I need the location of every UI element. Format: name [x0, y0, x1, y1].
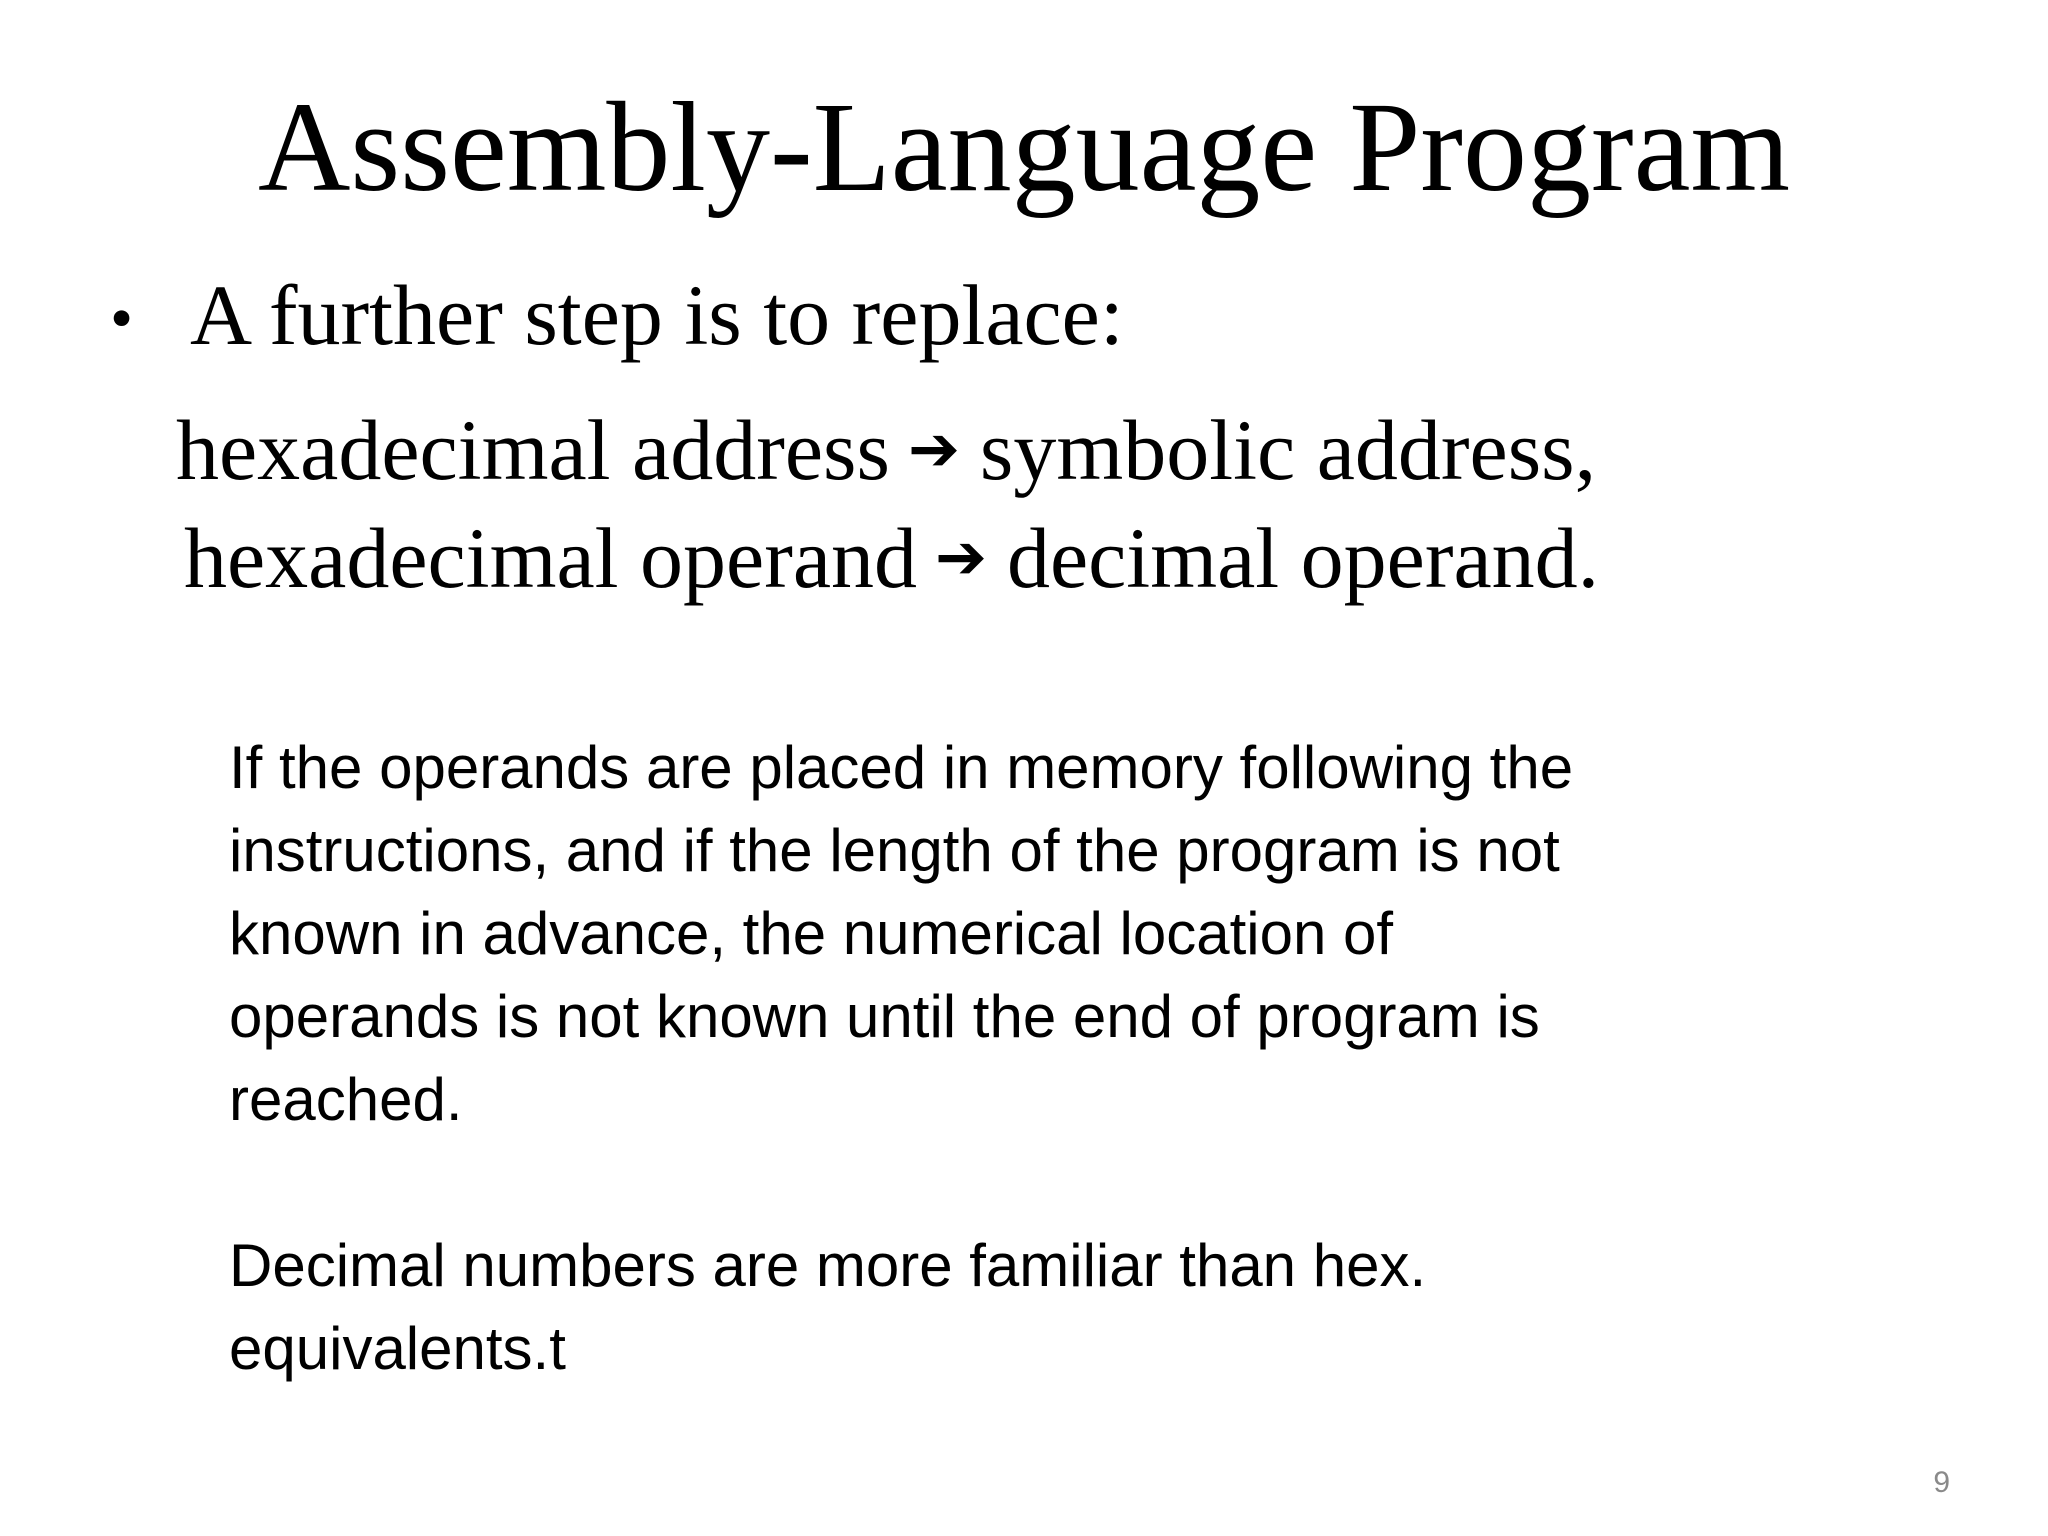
paragraph-line: If the operands are placed in memory following the: [229, 734, 1574, 801]
bullet-text: A further step is to replace:: [190, 267, 1124, 363]
slide-title: Assembly-Language Program: [257, 76, 1791, 218]
replacement-line-operand: [184, 508, 1599, 617]
replacement-to: symbolic address,: [979, 402, 1597, 498]
replacement-line-address: [176, 400, 1596, 509]
right-arrow-icon: ➔: [935, 520, 987, 594]
right-arrow-icon: ➔: [907, 412, 960, 486]
paragraph-line: instructions, and if the length of the program is not: [229, 817, 1560, 884]
paragraph-line: reached.: [229, 1066, 463, 1133]
replacement-to: decimal operand.: [1006, 510, 1600, 606]
paragraph-line: Decimal numbers are more familiar than hex.: [229, 1232, 1427, 1299]
paragraph-line: operands is not known until the end of program is: [229, 983, 1540, 1050]
operands-location-paragraph: [229, 726, 1829, 1141]
page-number: 9: [1933, 1466, 1950, 1499]
paragraph-line: equivalents.t: [229, 1315, 566, 1382]
replacement-from: hexadecimal address: [176, 402, 890, 498]
bullet-item: [110, 265, 1124, 365]
bullet-marker: •: [110, 282, 134, 355]
paragraph-line: known in advance, the numerical location of: [229, 900, 1394, 967]
replacement-from: hexadecimal operand: [184, 510, 918, 606]
decimal-numbers-paragraph: [229, 1224, 1829, 1390]
